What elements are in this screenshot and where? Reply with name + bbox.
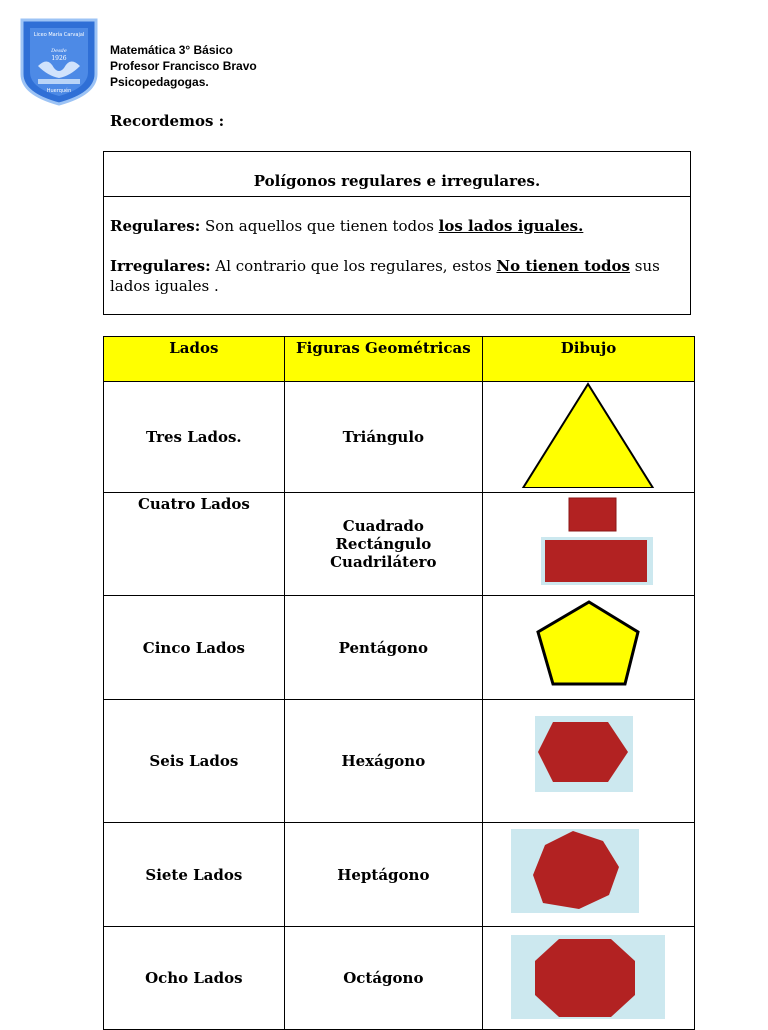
- header-dibujo: Dibujo: [482, 337, 694, 382]
- lados-cell: Tres Lados.: [104, 382, 285, 493]
- figura-cell: Heptágono: [284, 823, 482, 927]
- table-header-row: [104, 337, 695, 382]
- lados-cell: Siete Lados: [104, 823, 285, 927]
- table-row: [104, 382, 695, 493]
- figura-line: Rectángulo: [335, 535, 432, 553]
- irregular-line2: lados iguales .: [110, 277, 219, 295]
- teacher-line: Profesor Francisco Bravo: [110, 59, 257, 73]
- regular-label: Regulares:: [110, 217, 201, 235]
- pentagon-drawing: [483, 596, 694, 695]
- regular-emphasis: los lados iguales.: [438, 217, 584, 235]
- header-figuras: Figuras Geométricas: [284, 337, 482, 382]
- definitions-title: Polígonos regulares e irregulares.: [104, 152, 690, 197]
- irregular-text: Al contrario que los regulares, estos: [210, 257, 497, 275]
- dibujo-cell: [482, 927, 694, 1030]
- logo-desde: Desde: [51, 48, 67, 54]
- figura-cell: Hexágono: [284, 700, 482, 823]
- table-row: [104, 927, 695, 1030]
- dibujo-cell: [482, 596, 694, 700]
- dibujo-cell: [482, 823, 694, 927]
- lados-cell: Ocho Lados: [104, 927, 285, 1030]
- lados-cell: Cuatro Lados: [104, 493, 285, 596]
- figura-line: Cuadrado: [342, 517, 424, 535]
- regular-text: Son aquellos que tienen todos: [200, 217, 439, 235]
- header-info: [110, 42, 257, 90]
- audience-line: Psicopedagogas.: [110, 75, 209, 89]
- logo-city: Huerquén: [46, 88, 72, 94]
- table-row: [104, 596, 695, 700]
- lados-cell: Cinco Lados: [104, 596, 285, 700]
- irregular-tail: sus: [629, 257, 660, 275]
- triangle-drawing: [483, 382, 694, 488]
- table-row: [104, 493, 695, 596]
- hexagon-drawing: [483, 700, 694, 818]
- lados-cell: Seis Lados: [104, 700, 285, 823]
- dibujo-cell: [482, 493, 694, 596]
- table-row: [104, 700, 695, 823]
- polygons-table: [103, 336, 695, 1030]
- octagon-drawing: [483, 927, 694, 1025]
- irregular-emphasis: No tienen todos: [496, 257, 630, 275]
- recordemos-heading: Recordemos :: [110, 112, 225, 130]
- definitions-box: [103, 151, 691, 315]
- figura-line: Cuadrilátero: [330, 553, 437, 571]
- dibujo-cell: [482, 700, 694, 823]
- logo-year: 1926: [51, 55, 67, 62]
- table-row: [104, 823, 695, 927]
- school-logo: [18, 16, 100, 106]
- dibujo-cell: [482, 382, 694, 493]
- square-rectangle-drawing: [483, 493, 694, 591]
- logo-top-text: Liceo María Carvajal: [33, 32, 85, 38]
- irregular-definition: [110, 256, 684, 296]
- figura-cell: Octágono: [284, 927, 482, 1030]
- irregular-label: Irregulares:: [110, 257, 211, 275]
- figura-cell: [284, 493, 482, 596]
- subject-line: Matemática 3° Básico: [110, 43, 233, 57]
- figura-cell: Triángulo: [284, 382, 482, 493]
- figura-cell: Pentágono: [284, 596, 482, 700]
- header-lados: Lados: [104, 337, 285, 382]
- heptagon-drawing: [483, 823, 694, 922]
- regular-definition: [110, 216, 684, 236]
